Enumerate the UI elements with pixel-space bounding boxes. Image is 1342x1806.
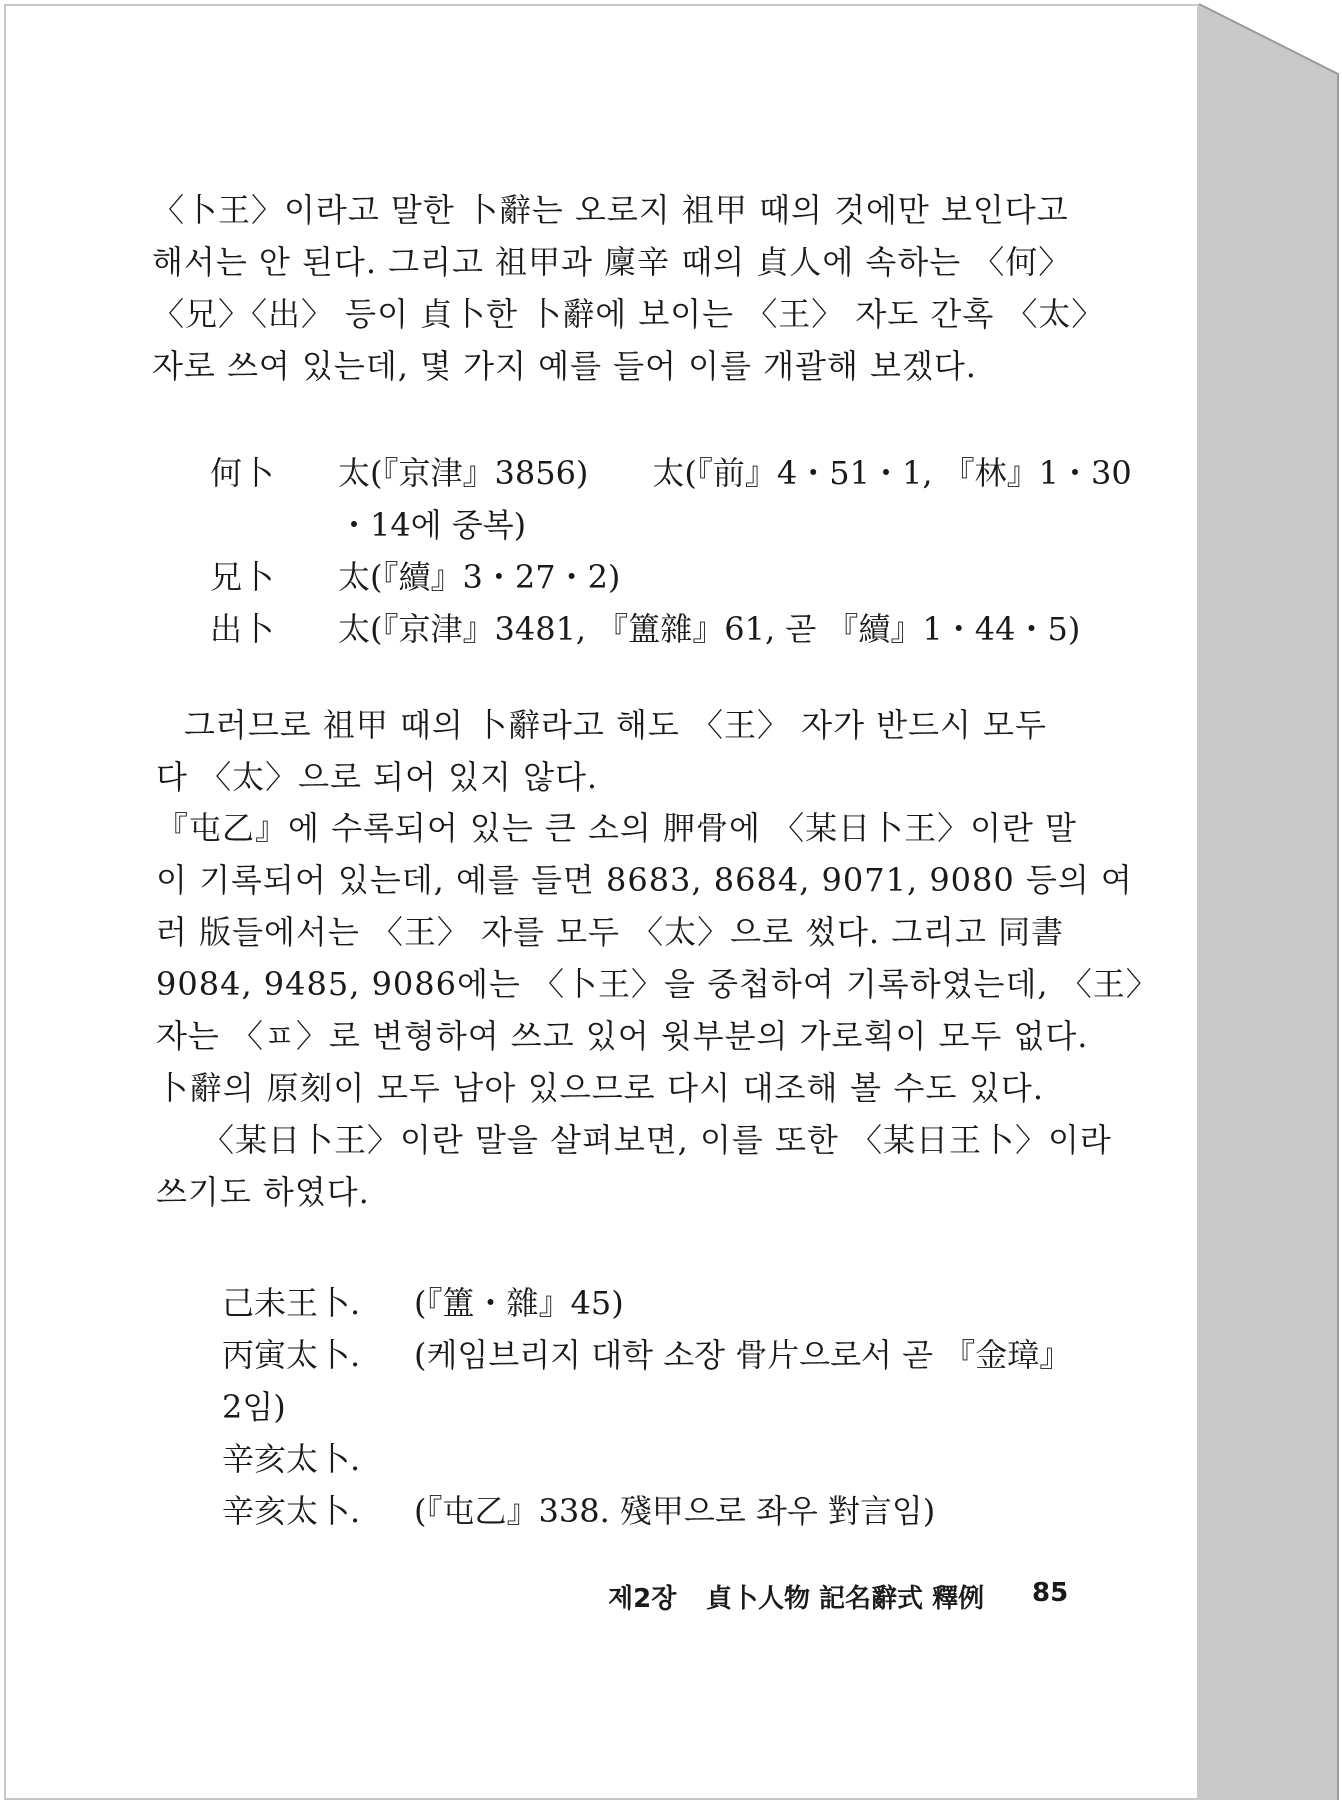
book-spine-face — [1199, 4, 1338, 1800]
footer-title: 貞卜人物 記名辭式 釋例 — [706, 1584, 985, 1614]
running-footer — [608, 1578, 1068, 1614]
paragraph-4 — [156, 1115, 1112, 1219]
footer-chapter: 제2장 — [608, 1584, 677, 1614]
example-text: 2임) — [222, 1388, 286, 1426]
paragraph-1-line: 자로 쓰여 있는데, 몇 가지 예를 들어 이를 개괄해 보겠다. — [152, 347, 977, 385]
example-label: 何卜 — [210, 454, 275, 492]
paragraph-3-line: 『屯乙』에 수록되어 있는 큰 소의 胛骨에 〈某日卜王〉이란 말 — [156, 809, 1077, 847]
example-label: 出卜 — [210, 610, 275, 648]
examples-block-1 — [210, 448, 1132, 648]
example-text: (케임브리지 대학 소장 骨片으로서 곧 『金璋』 — [414, 1336, 1072, 1374]
paragraph-3-line: 자는 〈ㅍ〉로 변형하여 쓰고 있어 윗부분의 가로획이 모두 없다. — [156, 1017, 1089, 1055]
example-text: 太(『續』3・27・2) — [338, 558, 621, 596]
example-text: ・14에 중복) — [338, 506, 527, 544]
paragraph-1-line: 해서는 안 된다. 그리고 祖甲과 廩辛 때의 貞人에 속하는 〈何〉 — [152, 243, 1072, 281]
paragraph-3-line: 러 版들에서는 〈王〉 자를 모두 〈太〉으로 썼다. 그리고 同書 — [156, 913, 1065, 951]
paragraph-2-line: 다 〈太〉으로 되어 있지 않다. — [156, 758, 599, 796]
paragraph-3 — [156, 803, 1159, 1115]
example-text: 太(『京津』3856) 太(『前』4・51・1, 『林』1・30 — [338, 454, 1132, 492]
paragraph-1 — [152, 185, 1105, 393]
example-label: 辛亥太卜. — [222, 1492, 361, 1530]
example-label: 辛亥太卜. — [222, 1440, 361, 1478]
paragraph-2-line: 그러므로 祖甲 때의 卜辭라고 해도 〈王〉 자가 반드시 모두 — [184, 706, 1047, 744]
paragraph-4-line: 쓰기도 하였다. — [156, 1173, 370, 1211]
page-number: 85 — [1032, 1578, 1069, 1608]
paragraph-3-line: 이 기록되어 있는데, 예를 들면 8683, 8684, 9071, 9080 등의 여 — [156, 861, 1133, 899]
paragraph-4-line: 〈某日卜王〉이란 말을 살펴보면, 이를 또한 〈某日王卜〉이라 — [202, 1121, 1112, 1159]
example-text: (『屯乙』338. 殘甲으로 좌우 對言임) — [414, 1492, 936, 1530]
paragraph-3-line: 9084, 9485, 9086에는 〈卜王〉을 중첩하여 기록하였는데, 〈王〉 — [156, 965, 1159, 1003]
example-label: 丙寅太卜. — [222, 1336, 361, 1374]
paragraph-1-line: 〈卜王〉이라고 말한 卜辭는 오로지 祖甲 때의 것에만 보인다고 — [152, 191, 1069, 229]
paragraph-3-line: 卜辭의 原刻이 모두 남아 있으므로 다시 대조해 볼 수도 있다. — [156, 1069, 1044, 1107]
example-label: 己未王卜. — [222, 1284, 361, 1322]
paragraph-1-line: 〈兄〉〈出〉 등이 貞卜한 卜辭에 보이는 〈王〉 자도 간혹 〈太〉 — [152, 295, 1105, 333]
examples-block-2 — [222, 1278, 1072, 1538]
example-text: (『簠・雜』45) — [414, 1284, 624, 1322]
example-text: 太(『京津』3481, 『簠雜』61, 곧 『續』1・44・5) — [338, 610, 1081, 648]
example-label: 兄卜 — [210, 558, 275, 596]
paragraph-2 — [156, 700, 1047, 804]
